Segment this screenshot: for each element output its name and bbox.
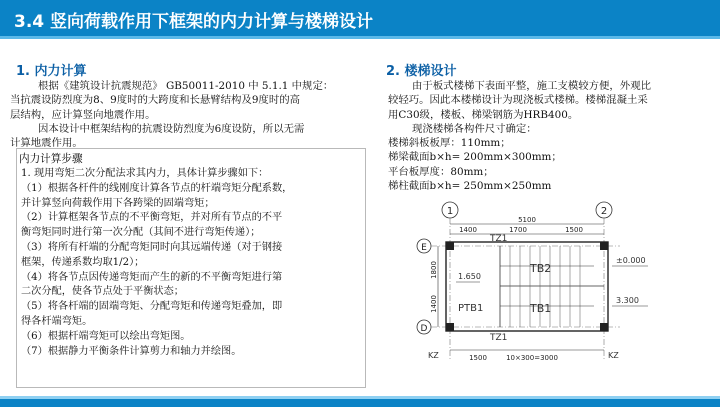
step-line: 衡弯矩同时进行第一次分配（其间不进行弯矩传递）； bbox=[21, 227, 261, 239]
label-tz1-top: TZ1 bbox=[490, 234, 508, 244]
title-stripe bbox=[0, 36, 720, 39]
step-line: 二次分配，使各节点处于平衡状态； bbox=[21, 286, 184, 298]
column-top-left bbox=[446, 242, 454, 250]
axis-label-2: 2 bbox=[600, 206, 608, 217]
elev-zero: ±0.000 bbox=[616, 256, 646, 265]
paragraph-line: 梯梁截面b×h= 200mm×300mm； bbox=[388, 151, 562, 164]
dim-1700: 1700 bbox=[509, 226, 527, 234]
axis-label-E: E bbox=[421, 243, 427, 253]
dim-1500: 1500 bbox=[565, 226, 583, 234]
step-line: （3）将所有杆端的分配弯矩同时向其远端传递（对于钢接 bbox=[21, 241, 283, 253]
dim-1400: 1400 bbox=[459, 226, 477, 234]
label-kz-right: KZ bbox=[608, 351, 619, 360]
axis-label-1: 1 bbox=[446, 206, 454, 217]
label-ptb1: PTB1 bbox=[458, 303, 484, 314]
column-bottom-left bbox=[446, 323, 454, 331]
column-top-right bbox=[600, 242, 608, 250]
dim-left-1400: 1400 bbox=[430, 295, 438, 313]
column-bottom-right bbox=[600, 323, 608, 331]
section-heading-stair-design: 2. 楼梯设计 bbox=[386, 64, 457, 79]
title-bar bbox=[0, 0, 720, 36]
internal-force-paragraph bbox=[10, 79, 333, 150]
step-line: （7）根据静力平衡条件计算剪力和轴力并绘图。 bbox=[21, 345, 242, 357]
dim-bottom: 10×300=3000 bbox=[506, 354, 558, 362]
label-tb1: TB1 bbox=[530, 302, 552, 315]
step-line: 并计算竖向荷载作用下各跨梁的固端弯矩； bbox=[21, 197, 215, 209]
step-line: 1. 现用弯矩二次分配法求其内力，具体计算步骤如下： bbox=[21, 168, 269, 179]
paragraph-line: 由于板式楼梯下表面平整，施工支模较方便，外观比 bbox=[412, 80, 651, 92]
paragraph-line: 现浇楼梯各构件尺寸确定： bbox=[412, 122, 537, 135]
label-tz1-bottom: TZ1 bbox=[490, 333, 508, 343]
slide-title: 3.4 竖向荷载作用下框架的内力计算与楼梯设计 bbox=[14, 12, 374, 32]
paragraph-line: 因本设计中框架结构的抗震设防烈度为6度设防，所以无需 bbox=[38, 122, 305, 135]
footer-bar bbox=[0, 396, 720, 407]
step-line: （2）计算框架各节点的不平衡弯矩，并对所有节点的不平 bbox=[21, 212, 283, 224]
paragraph-line: 层结构，应计算竖向地震作用。 bbox=[10, 108, 156, 121]
section-heading-internal-force: 1. 内力计算 bbox=[16, 64, 87, 79]
dim-top: 5100 bbox=[518, 216, 536, 224]
label-kz-left: KZ bbox=[428, 351, 439, 360]
paragraph-line: 楼梯斜板板厚：110mm； bbox=[388, 137, 511, 150]
stair-plan-drawing bbox=[380, 200, 660, 370]
steps-list bbox=[21, 167, 292, 359]
elev-left: 1.650 bbox=[458, 272, 481, 281]
axis-label-D: D bbox=[420, 324, 428, 334]
step-line: （5）将各杆端的固端弯矩、分配弯矩和传递弯矩叠加，即 bbox=[21, 301, 283, 313]
paragraph-line: 梯柱截面b×h= 250mm×250mm bbox=[388, 180, 552, 193]
dim-bottom-left: 1500 bbox=[469, 354, 487, 362]
footer-stripe bbox=[0, 396, 720, 399]
steps-title: 内力计算步骤 bbox=[19, 153, 83, 165]
stair-design-paragraph bbox=[388, 79, 651, 193]
step-line: （4）将各节点因传递弯矩而产生的新的不平衡弯矩进行第 bbox=[21, 271, 283, 283]
dim-left-1800: 1800 bbox=[430, 261, 438, 279]
paragraph-line: 根据《建筑设计抗震规范》 GB50011-2010 中 5.1.1 中规定： bbox=[38, 80, 334, 92]
step-line: （1）根据各杆件的线刚度计算各节点的杆端弯矩分配系数， bbox=[21, 182, 293, 194]
elev-right: 3.300 bbox=[616, 296, 639, 305]
step-line: 框架，传递系数均取1/2）； bbox=[21, 256, 145, 268]
paragraph-line: 较轻巧。因此本楼梯设计为现浇板式楼梯。楼梯混凝土采 bbox=[388, 94, 648, 107]
calculation-steps-box bbox=[16, 148, 366, 388]
step-line: （6）根据杆端弯矩可以绘出弯矩图。 bbox=[21, 330, 191, 342]
paragraph-line: 当抗震设防烈度为8、9度时的大跨度和长悬臂结构及9度时的高 bbox=[10, 94, 300, 107]
step-line: 得各杆端弯矩。 bbox=[21, 315, 93, 327]
paragraph-line: 平台板厚度：80mm； bbox=[388, 165, 494, 178]
paragraph-line: 用C30级，楼板、梯梁钢筋为HRB400。 bbox=[388, 108, 579, 121]
stair-frame bbox=[446, 242, 608, 331]
paragraph-line: 计算地震作用。 bbox=[10, 137, 83, 150]
stair-plan-svg bbox=[380, 200, 660, 370]
label-tb2: TB2 bbox=[530, 262, 552, 275]
